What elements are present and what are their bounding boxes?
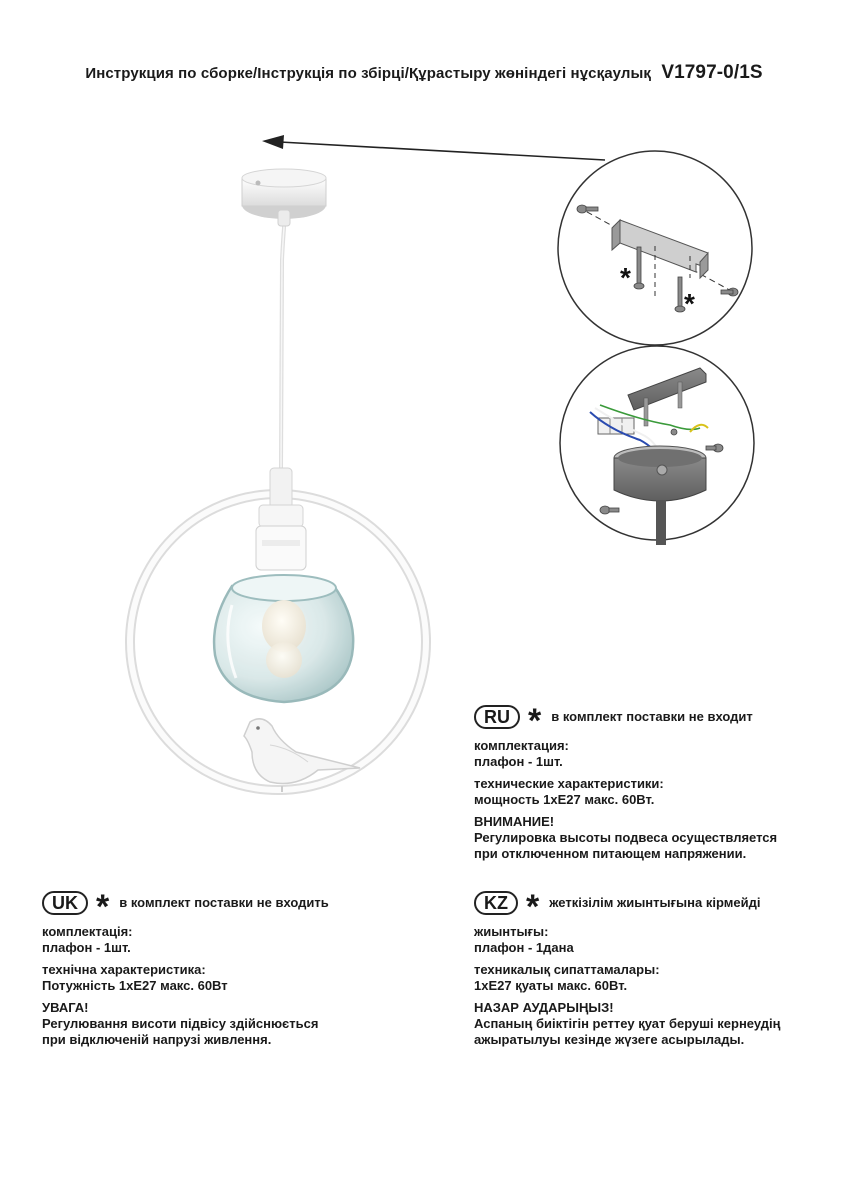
model-code: V1797-0/1S: [661, 62, 763, 83]
uk-header: [42, 888, 422, 926]
uk-specs: [42, 962, 422, 994]
kz-badge: KZ: [474, 891, 518, 915]
ru-warning-label: ВНИМАНИЕ!: [474, 814, 555, 829]
detail-wiring: [560, 346, 754, 545]
uk-package-value: плафон - 1шт.: [42, 940, 131, 955]
kz-warning-line2: ажыратылуы кезінде жүзеге асырылады.: [474, 1032, 745, 1047]
uk-specs-label: технічна характеристика:: [42, 962, 206, 977]
bird-figurine: [244, 719, 360, 792]
kz-asterisk: *: [526, 888, 540, 926]
uk-warning-label: УВАГА!: [42, 1000, 89, 1015]
uk-package: [42, 924, 422, 956]
uk-note: в комплект поставки не входить: [119, 895, 329, 910]
kz-header: [474, 888, 839, 926]
kz-package-value: плафон - 1дана: [474, 940, 574, 955]
uk-badge: UK: [42, 891, 88, 915]
pointer-arrow: [262, 135, 605, 160]
kz-note: жеткізілім жиынтығына кірмейді: [549, 895, 761, 910]
ru-package: [474, 738, 834, 770]
glass-shade: [214, 575, 353, 702]
ru-warning-line1: Регулировка высоты подвеса осуществляется: [474, 830, 778, 845]
kz-specs-value: 1хЕ27 қуаты макс. 60Вт.: [474, 978, 628, 993]
kz-warning-label: НАЗАР АУДАРЫҢЫЗ!: [474, 1000, 614, 1015]
asterisk-screw-1: *: [620, 262, 631, 293]
ru-package-value: плафон - 1шт.: [474, 754, 563, 769]
ru-warning: [474, 814, 834, 862]
ru-specs: [474, 776, 834, 808]
ru-specs-label: технические характеристики:: [474, 776, 664, 791]
ru-warning-line2: при отключенном питающем напряжении.: [474, 846, 747, 861]
ru-specs-value: мощность 1хЕ27 макс. 60Вт.: [474, 792, 655, 807]
kz-specs-label: техникалық сипаттамалары:: [474, 962, 660, 977]
kz-warning-line1: Аспаның биіктігін реттеу қуат беруші кернеудің: [474, 1016, 781, 1031]
uk-warning-line2: при відключеній напрузі живлення.: [42, 1032, 272, 1047]
ru-asterisk: *: [528, 702, 542, 740]
detail-bracket: [558, 151, 752, 345]
asterisk-screw-2: *: [684, 288, 695, 319]
uk-section: [42, 890, 422, 1054]
kz-section: [474, 890, 839, 1054]
ru-package-label: комплектация:: [474, 738, 569, 753]
uk-warning-line1: Регулювання висоти підвісу здійснюється: [42, 1016, 319, 1031]
uk-specs-value: Потужність 1хЕ27 макс. 60Вт: [42, 978, 228, 993]
ru-badge: RU: [474, 705, 520, 729]
ru-section: [474, 704, 834, 868]
lamp-socket: [256, 468, 306, 570]
uk-asterisk: *: [96, 888, 110, 926]
uk-package-label: комплектація:: [42, 924, 133, 939]
ru-header: [474, 702, 834, 740]
uk-warning: [42, 1000, 422, 1048]
kz-package-label: жиынтығы:: [474, 924, 549, 939]
ru-note: в комплект поставки не входит: [551, 709, 753, 724]
title-text: Инструкция по сборке/Інструкція по збірці/Құрастыру жөніндегі нұсқаулық: [85, 65, 652, 82]
kz-specs: [474, 962, 839, 994]
kz-package: [474, 924, 839, 956]
kz-warning: [474, 1000, 839, 1048]
